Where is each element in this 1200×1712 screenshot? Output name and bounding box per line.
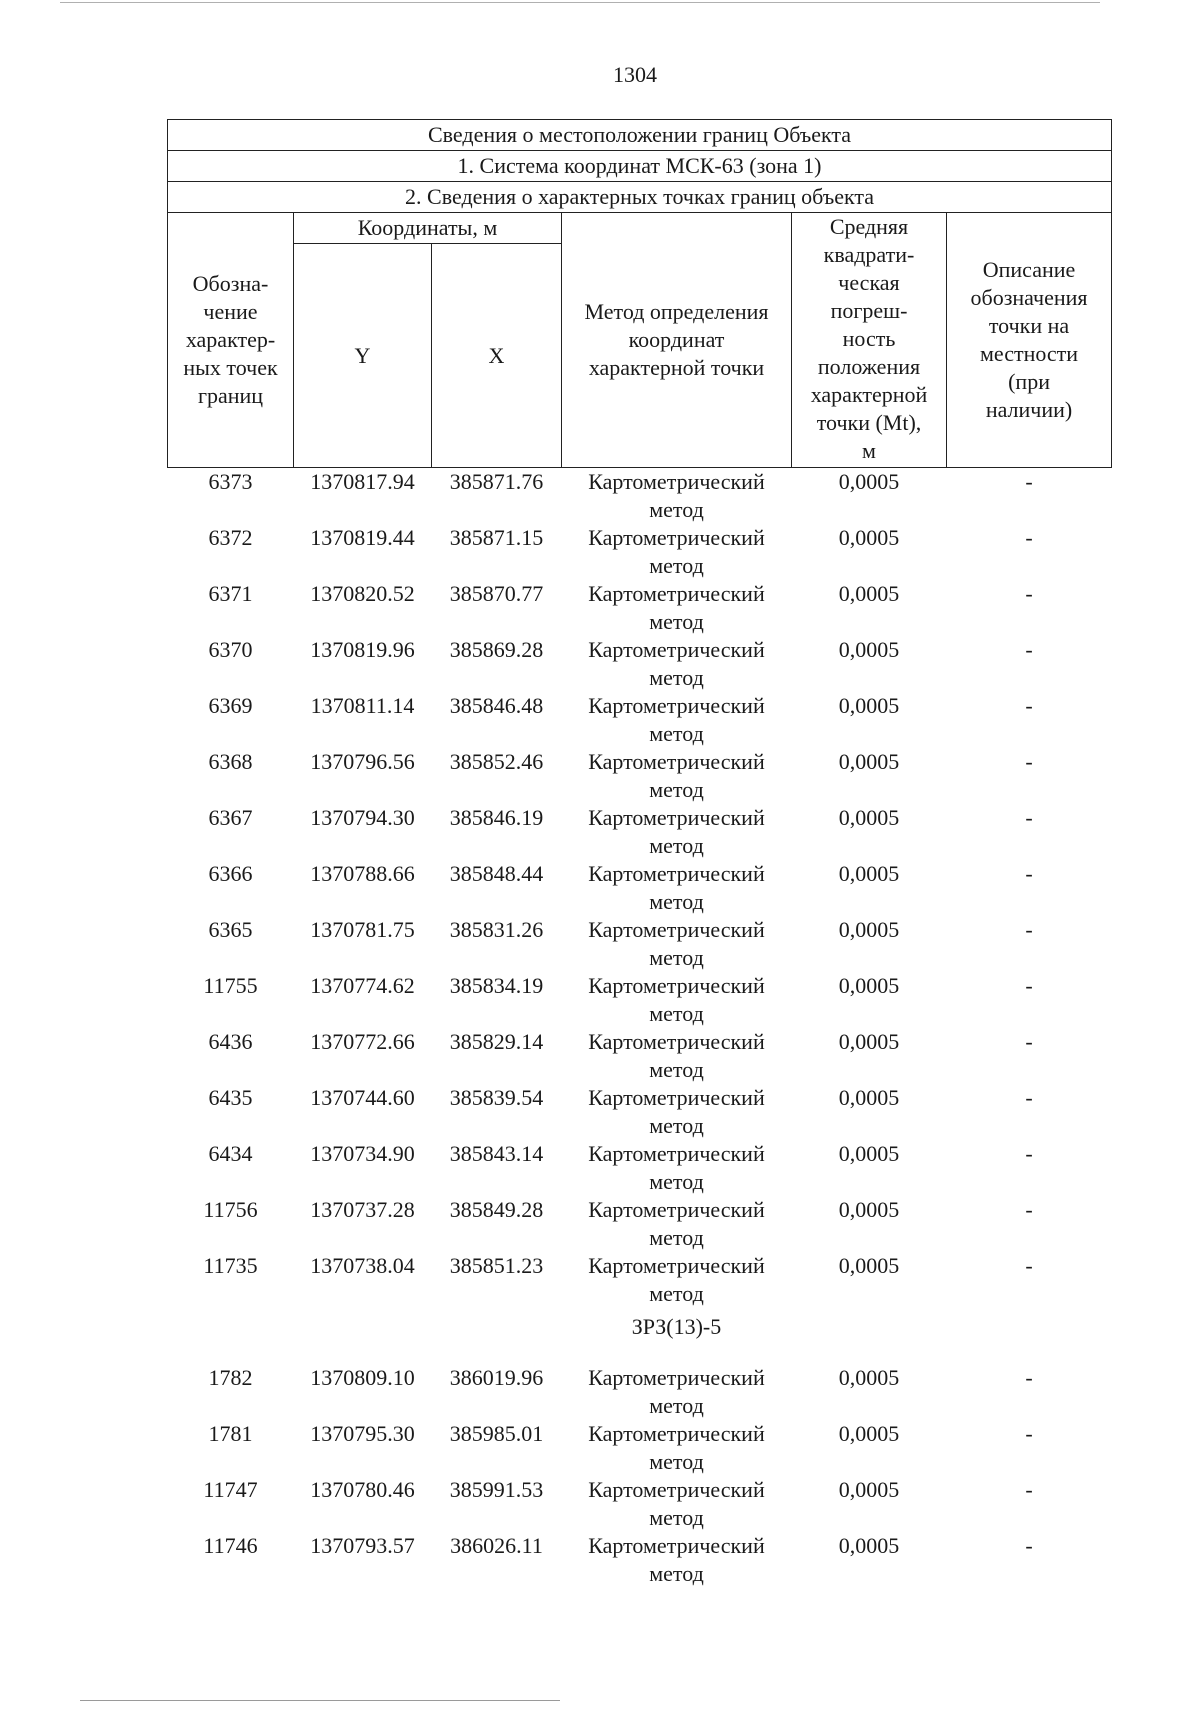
- table-row: [168, 580, 1112, 636]
- accuracy-mt: 0,0005: [838, 1421, 900, 1446]
- accuracy-mt: 0,0005: [838, 1029, 900, 1054]
- point-description: -: [1025, 749, 1033, 774]
- coordinate-x: 385851.23: [449, 1253, 544, 1278]
- table-body: [168, 468, 1112, 1589]
- coordinate-y: 1370774.62: [310, 973, 415, 998]
- table-row: [168, 524, 1112, 580]
- point-id: 6365: [208, 917, 253, 942]
- point-id: 11746: [203, 1533, 258, 1558]
- accuracy-mt: 0,0005: [838, 1141, 900, 1166]
- coordinate-x: 385846.19: [449, 805, 544, 830]
- header-description: Описание обозначения точки на местности (при наличии): [947, 213, 1112, 468]
- method: Картометрический метод: [588, 1477, 765, 1530]
- section-label: ЗРЗ(13)-5: [631, 1314, 722, 1339]
- coordinate-y: 1370780.46: [310, 1477, 415, 1502]
- coordinate-x: 385831.26: [449, 917, 544, 942]
- coordinate-y: 1370781.75: [310, 917, 415, 942]
- coordinate-y: 1370819.96: [310, 637, 415, 662]
- table-row: [168, 1084, 1112, 1140]
- coordinate-y: 1370788.66: [310, 861, 415, 886]
- point-description: -: [1025, 917, 1033, 942]
- point-description: -: [1025, 469, 1033, 494]
- point-description: -: [1025, 973, 1033, 998]
- coordinate-y: 1370737.28: [310, 1197, 415, 1222]
- point-id: 11756: [203, 1197, 258, 1222]
- accuracy-mt: 0,0005: [838, 637, 900, 662]
- point-description: -: [1025, 1197, 1033, 1222]
- table-row: [168, 692, 1112, 748]
- point-id: 11755: [203, 973, 258, 998]
- section-spacer: [792, 1308, 1112, 1364]
- table-header: [168, 120, 1112, 468]
- header-method: Метод определения координат характерной точки: [562, 213, 792, 468]
- table-row: [168, 1140, 1112, 1196]
- point-description: -: [1025, 1085, 1033, 1110]
- point-id: 6368: [208, 749, 253, 774]
- method: Картометрический метод: [588, 917, 765, 970]
- point-description: -: [1025, 1421, 1033, 1446]
- method: Картометрический метод: [588, 637, 765, 690]
- accuracy-mt: 0,0005: [838, 861, 900, 886]
- method: Картометрический метод: [588, 1533, 765, 1586]
- coordinate-x: 385991.53: [449, 1477, 544, 1502]
- table-row: [168, 1532, 1112, 1588]
- table-row: [168, 468, 1112, 525]
- coordinate-y: 1370819.44: [310, 525, 415, 550]
- method: Картометрический метод: [588, 1029, 765, 1082]
- table-row: [168, 916, 1112, 972]
- coordinate-y: 1370772.66: [310, 1029, 415, 1054]
- coordinate-x: 385871.76: [449, 469, 544, 494]
- section-row: [168, 1308, 1112, 1364]
- method: Картометрический метод: [588, 581, 765, 634]
- point-description: -: [1025, 581, 1033, 606]
- point-id: 6367: [208, 805, 253, 830]
- coordinate-x: 385846.48: [449, 693, 544, 718]
- method: Картометрический метод: [588, 693, 765, 746]
- table-row: [168, 804, 1112, 860]
- table-row: [168, 972, 1112, 1028]
- point-id: 6434: [208, 1141, 253, 1166]
- table-row: [168, 860, 1112, 916]
- coordinate-y: 1370744.60: [310, 1085, 415, 1110]
- point-description: -: [1025, 1533, 1033, 1558]
- page-number: 1304: [613, 62, 657, 87]
- section-spacer: [168, 1308, 562, 1364]
- coordinate-x: 385849.28: [449, 1197, 544, 1222]
- table-row: [168, 1196, 1112, 1252]
- coordinate-y: 1370817.94: [310, 469, 415, 494]
- header-designation: Обозна- чение характер- ных точек границ: [168, 213, 294, 468]
- method: Картометрический метод: [588, 973, 765, 1026]
- accuracy-mt: 0,0005: [838, 469, 900, 494]
- table-title-location: Сведения о местоположении границ Объекта: [168, 120, 1112, 151]
- point-id: 6373: [208, 469, 253, 494]
- point-id: 6372: [208, 525, 253, 550]
- accuracy-mt: 0,0005: [838, 917, 900, 942]
- coordinate-x: 385843.14: [449, 1141, 544, 1166]
- point-id: 1781: [208, 1421, 253, 1446]
- coordinate-x: 385848.44: [449, 861, 544, 886]
- accuracy-mt: 0,0005: [838, 693, 900, 718]
- point-id: 11735: [203, 1253, 258, 1278]
- coordinate-x: 385852.46: [449, 749, 544, 774]
- method: Картометрический метод: [588, 1141, 765, 1194]
- header-coordinate-x: X: [432, 244, 562, 468]
- method: Картометрический метод: [588, 749, 765, 802]
- table-title-coordinate-system: 1. Система координат МСК-63 (зона 1): [168, 151, 1112, 182]
- coordinate-y: 1370796.56: [310, 749, 415, 774]
- coordinate-x: 385871.15: [449, 525, 544, 550]
- point-id: 11747: [203, 1477, 258, 1502]
- point-id: 1782: [208, 1365, 253, 1390]
- table-row: [168, 1028, 1112, 1084]
- point-description: -: [1025, 693, 1033, 718]
- header-accuracy: Средняя квадрати- ческая погреш- ность положения характерной точки (Mt), м: [792, 213, 947, 468]
- point-id: 6435: [208, 1085, 253, 1110]
- method: Картометрический метод: [588, 1253, 765, 1306]
- point-id: 6371: [208, 581, 253, 606]
- coordinate-y: 1370794.30: [310, 805, 415, 830]
- coordinate-y: 1370811.14: [310, 693, 415, 718]
- point-description: -: [1025, 637, 1033, 662]
- coordinate-x: 385985.01: [449, 1421, 544, 1446]
- point-id: 6366: [208, 861, 253, 886]
- accuracy-mt: 0,0005: [838, 525, 900, 550]
- coordinate-x: 385869.28: [449, 637, 544, 662]
- accuracy-mt: 0,0005: [838, 1253, 900, 1278]
- accuracy-mt: 0,0005: [838, 1085, 900, 1110]
- header-coordinates: Координаты, м: [294, 213, 562, 244]
- accuracy-mt: 0,0005: [838, 805, 900, 830]
- coordinate-y: 1370793.57: [310, 1533, 415, 1558]
- accuracy-mt: 0,0005: [838, 1365, 900, 1390]
- table-row: [168, 1252, 1112, 1308]
- method: Картометрический метод: [588, 805, 765, 858]
- accuracy-mt: 0,0005: [838, 973, 900, 998]
- table-row: [168, 1476, 1112, 1532]
- table-title-characteristic-points: 2. Сведения о характерных точках границ объекта: [168, 182, 1112, 213]
- point-description: -: [1025, 805, 1033, 830]
- point-description: -: [1025, 861, 1033, 886]
- coordinate-x: 385839.54: [449, 1085, 544, 1110]
- point-id: 6369: [208, 693, 253, 718]
- top-scan-rule: [60, 2, 1100, 3]
- point-description: -: [1025, 1141, 1033, 1166]
- point-description: -: [1025, 525, 1033, 550]
- accuracy-mt: 0,0005: [838, 1197, 900, 1222]
- point-description: -: [1025, 1253, 1033, 1278]
- accuracy-mt: 0,0005: [838, 749, 900, 774]
- coordinate-y: 1370820.52: [310, 581, 415, 606]
- method: Картометрический метод: [588, 1197, 765, 1250]
- table-row: [168, 1364, 1112, 1420]
- coordinate-x: 386026.11: [450, 1533, 543, 1558]
- table-row: [168, 748, 1112, 804]
- point-description: -: [1025, 1029, 1033, 1054]
- accuracy-mt: 0,0005: [838, 581, 900, 606]
- point-description: -: [1025, 1477, 1033, 1502]
- accuracy-mt: 0,0005: [838, 1533, 900, 1558]
- header-coordinate-y: Y: [294, 244, 432, 468]
- method: Картометрический метод: [588, 1365, 765, 1418]
- coordinate-y: 1370738.04: [310, 1253, 415, 1278]
- coordinate-x: 385870.77: [449, 581, 544, 606]
- coordinate-x: 385829.14: [449, 1029, 544, 1054]
- coordinate-x: 385834.19: [449, 973, 544, 998]
- accuracy-mt: 0,0005: [838, 1477, 900, 1502]
- point-description: -: [1025, 1365, 1033, 1390]
- coordinate-x: 386019.96: [449, 1365, 544, 1390]
- method: Картометрический метод: [588, 469, 765, 522]
- table-row: [168, 1420, 1112, 1476]
- table-row: [168, 636, 1112, 692]
- method: Картометрический метод: [588, 861, 765, 914]
- method: Картометрический метод: [588, 1421, 765, 1474]
- coordinate-y: 1370734.90: [310, 1141, 415, 1166]
- bottom-scan-rule: [80, 1700, 560, 1701]
- coordinate-y: 1370809.10: [310, 1365, 415, 1390]
- coordinate-y: 1370795.30: [310, 1421, 415, 1446]
- point-id: 6436: [208, 1029, 253, 1054]
- method: Картометрический метод: [588, 1085, 765, 1138]
- boundary-points-table: [167, 119, 1112, 1588]
- point-id: 6370: [208, 637, 253, 662]
- method: Картометрический метод: [588, 525, 765, 578]
